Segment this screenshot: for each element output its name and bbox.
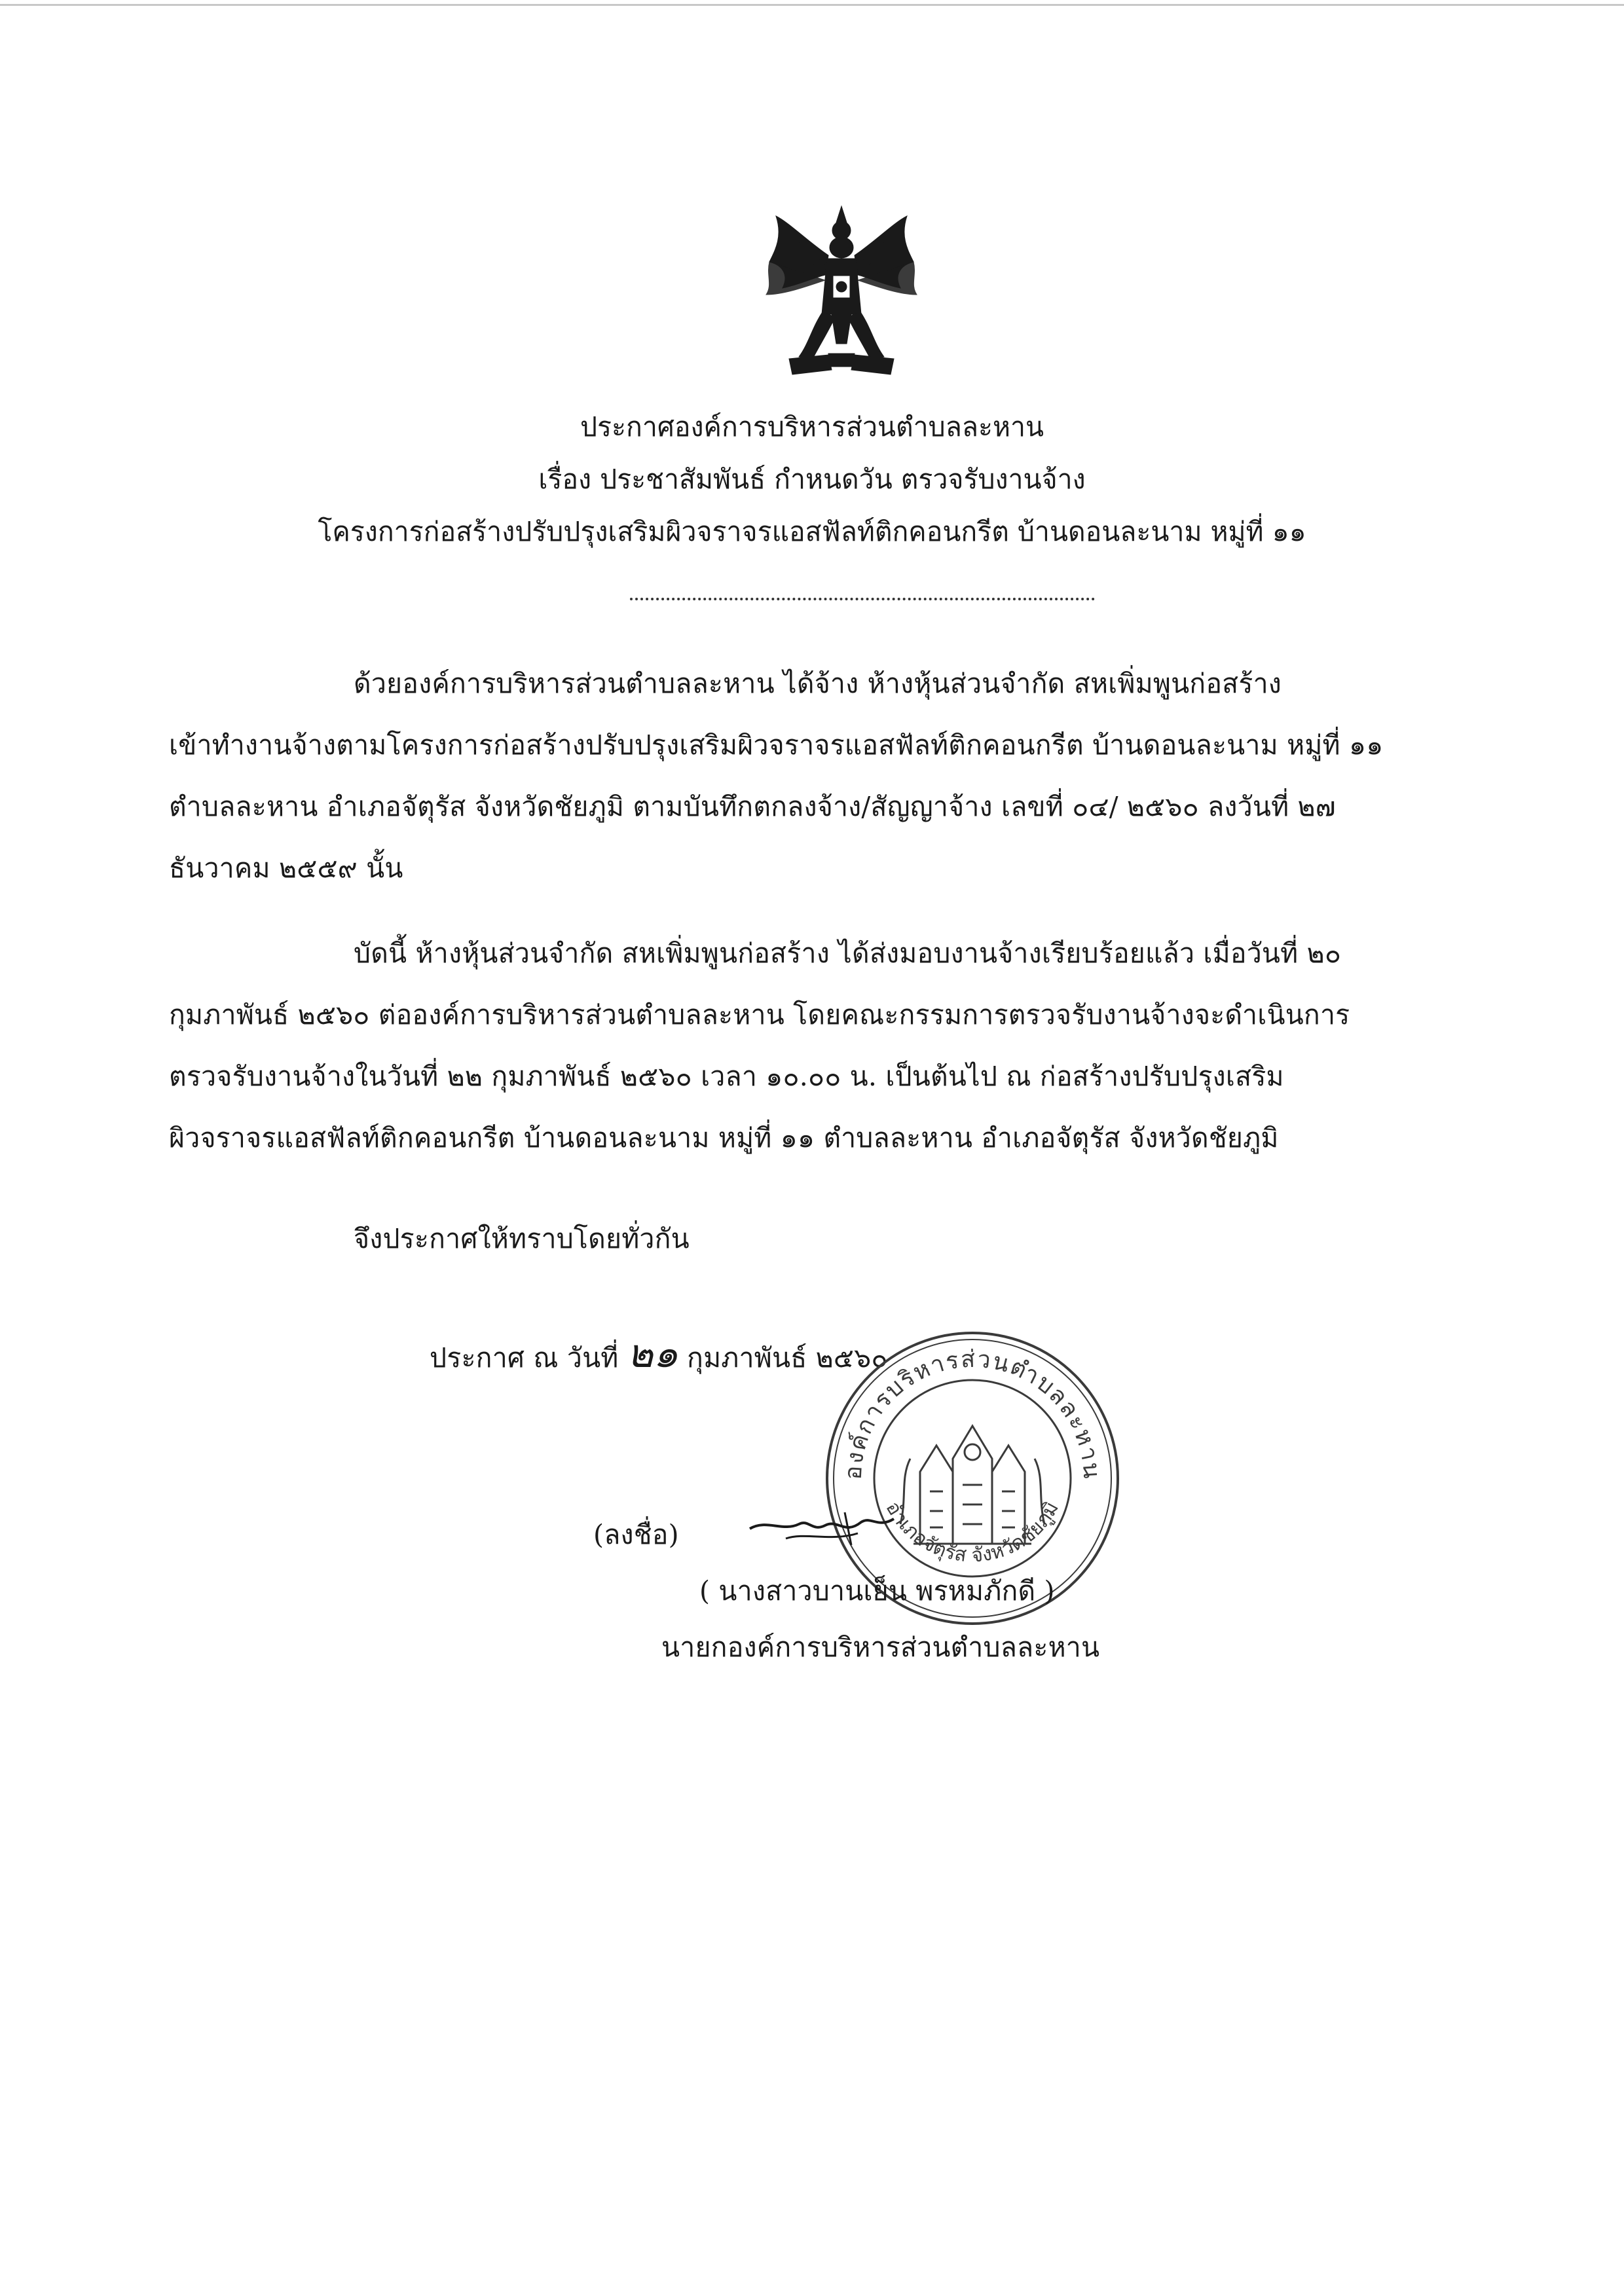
svg-text:อำเภอจัตุรัส จังหวัดชัยภูมิ — [881, 1497, 1063, 1567]
announce-date — [430, 1331, 888, 1377]
garuda-emblem-icon — [763, 203, 920, 383]
paragraph2-line4: ผิวจราจรแอสฟัลท์ติกคอนกรีต บ้านดอนละนาม หมู่ที่ ๑๑ ตำบลละหาน อำเภอจัตุรัส จังหวัดชัยภูมิ — [169, 1122, 1279, 1154]
signer-position: นายกองค์การบริหารส่วนตำบลละหาน — [661, 1631, 1100, 1663]
paragraph2-line1: บัดนี้ ห้างหุ้นส่วนจำกัด สหเพิ่มพูนก่อสร้าง ได้ส่งมอบงานจ้างเรียบร้อยแล้ว เมื่อวันที่ ๒๐ — [354, 938, 1342, 969]
closing-statement: จึงประกาศให้ทราบโดยทั่วกัน — [354, 1223, 690, 1254]
scan-edge — [0, 4, 1624, 6]
paragraph1-line3: ตำบลละหาน อำเภอจัตุรัส จังหวัดชัยภูมิ ตามบันทึกตกลงจ้าง/สัญญาจ้าง เลขที่ ๐๔/ ๒๕๖๐ ลงวันที่ ๒๗ — [169, 791, 1336, 822]
sign-label: (ลงชื่อ) — [593, 1519, 679, 1550]
seal-bottom-text: อำเภอจัตุรัส จังหวัดชัยภูมิ — [881, 1497, 1064, 1567]
paragraph2-line2: กุมภาพันธ์ ๒๕๖๐ ต่อองค์การบริหารส่วนตำบลละหาน โดยคณะกรรมการตรวจรับงานจ้างจะดำเนินการ — [169, 999, 1350, 1030]
announce-month-year: กุมภาพันธ์ ๒๕๖๐ — [687, 1342, 888, 1374]
announce-prefix: ประกาศ ณ วันที่ — [430, 1342, 619, 1374]
handwritten-signature-icon — [747, 1499, 897, 1552]
paragraph1-line2: เข้าทำงานจ้างตามโครงการก่อสร้างปรับปรุงเสริมผิวจราจรแอสฟัลท์ติกคอนกรีต บ้านดอนละนาม หมู่ที่ ๑๑ — [169, 729, 1384, 761]
seal-top-text: องค์การบริหารส่วนตำบลละหาน — [840, 1345, 1105, 1481]
header-divider — [630, 598, 1095, 600]
signer-name: ( นางสาวบานเย็น พรหมภักดี ) — [699, 1575, 1055, 1607]
paragraph1-line1: ด้วยองค์การบริหารส่วนตำบลละหาน ได้จ้าง ห้างหุ้นส่วนจำกัด สหเพิ่มพูนก่อสร้าง — [354, 668, 1282, 699]
paragraph1-line4: ธันวาคม ๒๕๕๙ นั้น — [169, 852, 403, 884]
header-project: โครงการก่อสร้างปรับปรุงเสริมผิวจราจรแอสฟัลท์ติกคอนกรีต บ้านดอนละนาม หมู่ที่ ๑๑ — [318, 516, 1306, 547]
paragraph2-line3: ตรวจรับงานจ้างในวันที่ ๒๒ กุมภาพันธ์ ๒๕๖๐ เวลา ๑๐.๐๐ น. เป็นต้นไป ณ ก่อสร้างปรับปรุงเสริม — [169, 1061, 1284, 1092]
header-title: ประกาศองค์การบริหารส่วนตำบลละหาน — [580, 411, 1044, 443]
announce-day: ๒๑ — [627, 1331, 678, 1377]
header-subject: เรื่อง ประชาสัมพันธ์ กำหนดวัน ตรวจรับงานจ้าง — [538, 464, 1086, 495]
